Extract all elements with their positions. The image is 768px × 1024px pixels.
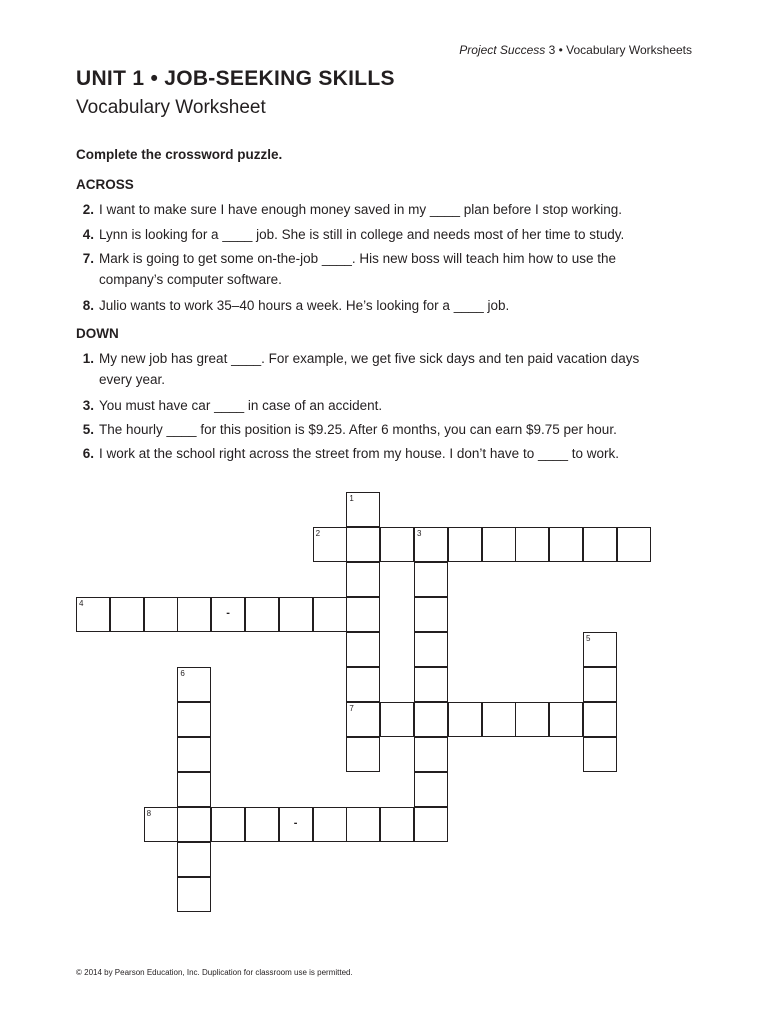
crossword-cell[interactable] — [346, 597, 380, 632]
cell-number: 5 — [586, 634, 591, 643]
instructions: Complete the crossword puzzle. — [76, 147, 283, 162]
clue-text: I work at the school right across the street from my house. I don’t have to ____ to work. — [99, 446, 620, 461]
clue-number: 4. — [82, 227, 94, 242]
crossword-cell[interactable] — [414, 667, 448, 702]
clue-text: I want to make sure I have enough money saved in my ____ plan before I stop working. — [99, 202, 623, 217]
cell-number: 2 — [315, 529, 321, 538]
crossword-cell[interactable] — [414, 737, 448, 772]
clue-number: 3. — [82, 398, 94, 413]
crossword-cell[interactable] — [313, 527, 347, 562]
crossword-cell[interactable] — [414, 772, 448, 807]
crossword-cell[interactable] — [346, 492, 380, 527]
crossword-cell[interactable] — [211, 597, 245, 632]
crossword-cell[interactable] — [279, 807, 313, 842]
across-clue — [76, 248, 676, 290]
clue-text: Lynn is looking for a ____ job. She is still in college and needs most of her time to study. — [99, 227, 625, 242]
crossword-cell[interactable] — [346, 632, 380, 667]
crossword-cell[interactable] — [313, 597, 347, 632]
crossword-cell[interactable] — [177, 807, 211, 842]
crossword-cell[interactable] — [177, 597, 211, 632]
clue-number: 2. — [82, 202, 94, 217]
crossword-cell[interactable] — [211, 807, 245, 842]
book-subtitle: 3 • Vocabulary Worksheets — [545, 43, 692, 57]
crossword-cell[interactable] — [177, 877, 211, 912]
clue-text: Mark is going to get some on-the-job ____. His new boss will teach him how to use the company’s computer software. — [99, 251, 617, 287]
crossword-cell[interactable] — [414, 597, 448, 632]
crossword-cell[interactable] — [482, 527, 516, 562]
page-title: UNIT 1 • JOB-SEEKING SKILLS — [76, 67, 395, 90]
clue-number: 1. — [82, 351, 94, 366]
clue-text: Julio wants to work 35–40 hours a week. He’s looking for a ____ job. — [99, 298, 510, 313]
clue-number: 8. — [82, 298, 94, 313]
crossword-cell[interactable] — [448, 527, 482, 562]
crossword-cell[interactable] — [414, 632, 448, 667]
crossword-cell[interactable] — [177, 842, 211, 877]
crossword-cell[interactable] — [313, 807, 347, 842]
down-clue — [76, 419, 676, 440]
crossword-cell[interactable] — [515, 702, 549, 737]
clue-text: My new job has great ____. For example, we get five sick days and ten paid vacation days every year. — [99, 351, 640, 387]
crossword-cell[interactable] — [144, 807, 178, 842]
across-heading: ACROSS — [76, 177, 134, 192]
crossword-cell[interactable] — [583, 737, 617, 772]
crossword-cell[interactable] — [583, 527, 617, 562]
clue-number: 5. — [82, 422, 94, 437]
cell-number: 7 — [349, 704, 354, 713]
crossword-cell[interactable] — [110, 597, 144, 632]
clue-number: 7. — [82, 251, 94, 266]
crossword-cell[interactable] — [414, 562, 448, 597]
crossword-cell[interactable] — [583, 702, 617, 737]
cell-number: 6 — [180, 669, 185, 678]
running-header — [459, 43, 692, 57]
crossword-cell[interactable] — [515, 527, 549, 562]
crossword-cell[interactable] — [346, 737, 380, 772]
across-clue — [76, 224, 676, 245]
across-clue — [76, 199, 676, 220]
clue-text: The hourly ____ for this position is $9.25. After 6 months, you can earn $9.75 per hour. — [99, 422, 617, 437]
crossword-cell[interactable] — [245, 807, 279, 842]
crossword-cell[interactable] — [448, 702, 482, 737]
crossword-cell[interactable] — [245, 597, 279, 632]
crossword-cell[interactable] — [177, 667, 211, 702]
hyphen-mark: - — [293, 817, 298, 829]
crossword-cell[interactable] — [177, 772, 211, 807]
clue-text: You must have car ____ in case of an accident. — [99, 398, 383, 413]
clue-number: 6. — [82, 446, 94, 461]
crossword-cell[interactable] — [482, 702, 516, 737]
crossword-cell[interactable] — [279, 597, 313, 632]
crossword-cell[interactable] — [346, 702, 380, 737]
crossword-cell[interactable] — [414, 807, 448, 842]
book-title: Project Success — [459, 43, 546, 57]
crossword-cell[interactable] — [549, 702, 583, 737]
crossword-cell[interactable] — [414, 527, 448, 562]
crossword-cell[interactable] — [144, 597, 178, 632]
crossword-cell[interactable] — [346, 667, 380, 702]
crossword-cell[interactable] — [583, 632, 617, 667]
crossword-cell[interactable] — [346, 562, 380, 597]
crossword-cell[interactable] — [549, 527, 583, 562]
page-subtitle: Vocabulary Worksheet — [76, 97, 266, 118]
cell-number: 8 — [146, 809, 152, 818]
copyright-footer: © 2014 by Pearson Education, Inc. Duplication for classroom use is permitted. — [76, 968, 353, 977]
crossword-cell[interactable] — [617, 527, 651, 562]
crossword-cell[interactable] — [177, 737, 211, 772]
cell-number: 1 — [349, 494, 354, 503]
crossword-cell[interactable] — [346, 807, 380, 842]
cell-number: 4 — [79, 599, 84, 608]
crossword-cell[interactable] — [583, 667, 617, 702]
hyphen-mark: - — [226, 607, 230, 619]
crossword-cell[interactable] — [76, 597, 110, 632]
crossword-cell[interactable] — [414, 702, 448, 737]
crossword-cell[interactable] — [346, 527, 380, 562]
down-clue — [76, 395, 676, 416]
crossword-cell[interactable] — [380, 702, 414, 737]
down-clue — [76, 443, 676, 464]
down-heading: DOWN — [76, 326, 119, 341]
crossword-cell[interactable] — [380, 527, 414, 562]
crossword-cell[interactable] — [177, 702, 211, 737]
down-clue — [76, 348, 676, 390]
across-clue — [76, 295, 676, 316]
crossword-cell[interactable] — [380, 807, 414, 842]
cell-number: 3 — [417, 529, 422, 538]
